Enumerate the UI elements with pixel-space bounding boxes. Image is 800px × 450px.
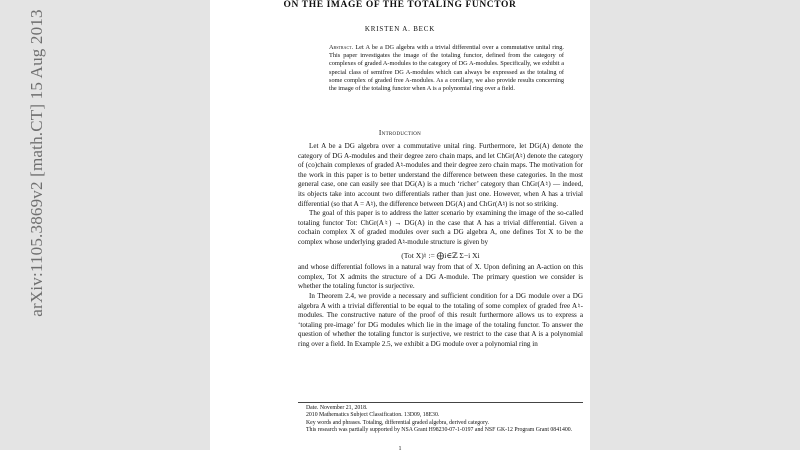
paragraph: and whose differential follows in a natural way from that of X. Upon defining an A-action on this complex, Tot X admits the structure of a DG A-module. The primary question we consider is whether the totaling functor is surjective. (298, 263, 583, 291)
paper-page (210, 0, 590, 450)
arxiv-stamp: arXiv:1105.3869v2 [math.CT] 15 Aug 2013 (27, 9, 46, 317)
section-heading: Introduction (378, 128, 422, 137)
footnote: 2010 Mathematics Subject Classification. 13D09, 18E30. (306, 412, 440, 419)
paragraph: Let A be a DG algebra over a commutative unital ring. Furthermore, let DG(A) denote the category of DG A-modules and their degree zero chain maps, and let ChGr(A♮) denote the category of (co)chain complexes of graded A♮-modules and their degree zero chain maps. The motivation for the work in this paper is to better understand the difference between these categories. In the most general case, one can easily see that DG(A) is a much ‘richer’ category than ChGr(A♮) — indeed, its objects take into account two differentials rather than just one. However, when A has a trivial differential (so that A = A♮), the difference between DG(A) and ChGr(A♮) is not so striking. (298, 142, 583, 208)
paper-title: ON THE IMAGE OF THE TOTALING FUNCTOR (283, 0, 517, 10)
body-text (298, 142, 583, 349)
footnotes (298, 402, 583, 435)
paragraph: In Theorem 2.4, we provide a necessary and sufficient condition for a DG module over a DG algebra A with a trivial differential to be equal to the totaling of some complex of graded free A♮-modules. The constructive nature of the proof of this result furthermore allows us to express a ‘totaling pre-image’ for DG modules which lie in the image of the totaling functor. To answer the question of whether the totaling functor is surjective, we restrict to the case that A is a polynomial ring over a field. In Example 2.5, we exhibit a DG module over a polynomial ring in (298, 291, 583, 348)
paragraph: The goal of this paper is to address the latter scenario by examining the image of the so-called totaling functor Tot: ChGr(A♮) → DG(A) in the case that A has a trivial differential. Given a cochain complex X of graded modules over such a DG algebra A, one defines Tot X to be the complex whose underlying graded A♮-module structure is given by (298, 209, 583, 246)
footnote: Date. November 21, 2018. (306, 405, 368, 411)
display-formula: (Tot X)♮ := ⨁i∈ℤ Σ−i Xi (401, 250, 480, 260)
abstract-text: Let A be a DG algebra with a trivial differential over a commutative unital ring. This paper investigates the image of the totaling functor, defined from the category of complexes of graded A-modules to the category of DG A-modules. Specifically, we exhibit a special class of semifree DG A-modules which can always be expressed as the totaling of some complex of graded free A-modules. As a corollary, we also provide results concerning the image of the totaling functor when A is a polynomial ring over a field. (329, 44, 564, 93)
abstract (329, 44, 564, 93)
paper-author: KRISTEN A. BECK (364, 25, 436, 33)
footnote: Key words and phrases. Totaling, differential graded algebra, derived category. (306, 419, 489, 426)
abstract-label: Abstract. (329, 44, 354, 51)
page-number: 1 (398, 446, 402, 450)
footnote: This research was partially supported by NSA Grant H98230-07-1-0197 and NSF GK-12 Program Grant 0841400. (306, 427, 573, 434)
